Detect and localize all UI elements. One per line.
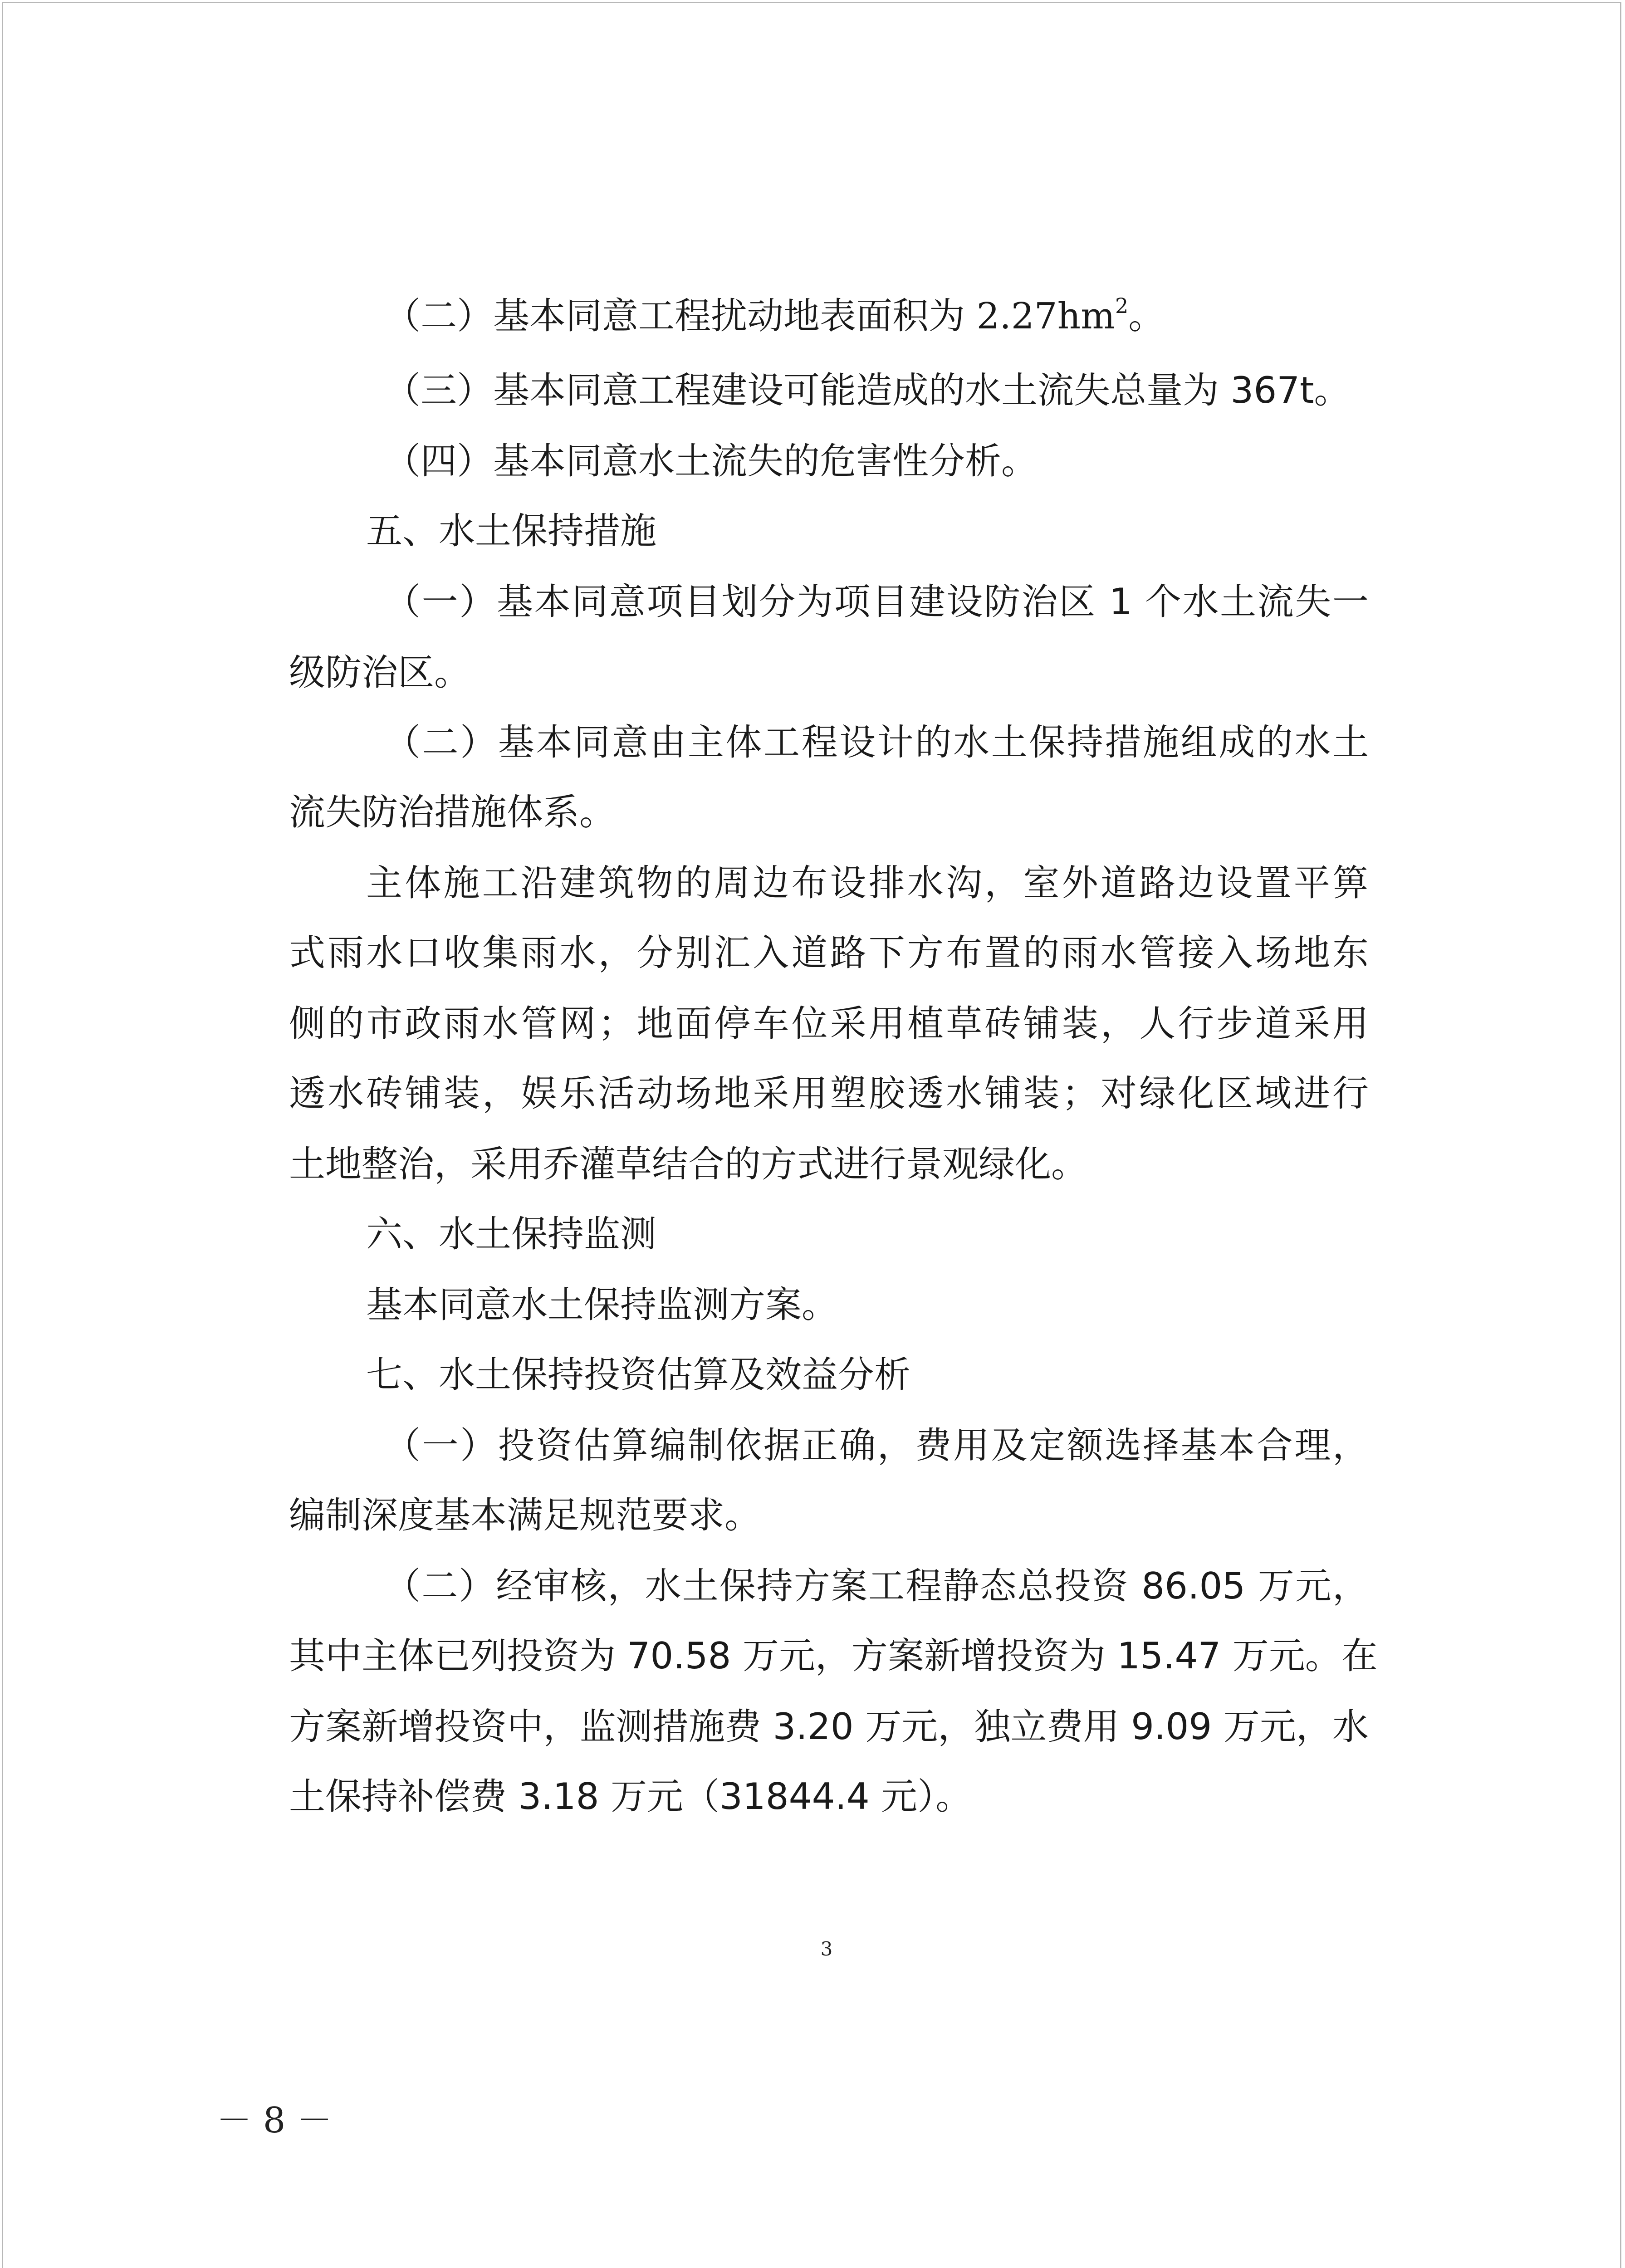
text-segment: 。 <box>1128 295 1165 337</box>
paragraph-estimate-basis: （一）投资估算编制依据正确，费用及定额选择基本合理， <box>384 1424 1369 1466</box>
paragraph-soil-loss-total: （三）基本同意工程建设可能造成的水土流失总量为 367t。 <box>384 369 1351 411</box>
paragraph-construction: 主体施工沿建筑物的周边布设排水沟，室外道路边设置平箅 <box>366 862 1369 904</box>
paragraph-total-investment: （二）经审核，水土保持方案工程静态总投资 86.05 万元， <box>384 1565 1369 1607</box>
outer-page-number: － 8 － <box>216 2100 333 2141</box>
section-heading-monitoring: 六、水土保持监测 <box>366 1213 656 1255</box>
paragraph-zone-division-cont: 级防治区。 <box>289 651 470 694</box>
paragraph-total-investment-cont-1: 其中主体已列投资为 70.58 万元，方案新增投资为 15.47 万元。在 <box>289 1635 1378 1677</box>
text-segment: （二）基本同意工程扰动地表面积为 <box>384 295 977 337</box>
paragraph-total-investment-cont-3: 土保持补偿费 3.18 万元（31844.4 元）。 <box>289 1775 972 1818</box>
superscript-unit: 2 <box>1115 293 1129 318</box>
page-frame <box>2 2 1621 2268</box>
paragraph-disturbed-area <box>384 293 1165 339</box>
paragraph-zone-division: （一）基本同意项目划分为项目建设防治区 1 个水土流失一 <box>384 581 1369 623</box>
paragraph-total-investment-cont-2: 方案新增投资中，监测措施费 3.20 万元，独立费用 9.09 万元，水 <box>289 1706 1369 1748</box>
paragraph-measure-system: （二）基本同意由主体工程设计的水土保持措施组成的水土 <box>384 721 1369 763</box>
paragraph-monitoring-plan: 基本同意水土保持监测方案。 <box>366 1284 838 1326</box>
paragraph-construction-cont-4: 土地整治，采用乔灌草结合的方式进行景观绿化。 <box>289 1143 1087 1185</box>
paragraph-construction-cont-3: 透水砖铺装，娱乐活动场地采用塑胶透水铺装；对绿化区域进行 <box>289 1072 1369 1114</box>
inner-page-number: 3 <box>820 1938 833 1960</box>
paragraph-construction-cont-2: 侧的市政雨水管网；地面停车位采用植草砖铺装，人行步道采用 <box>289 1002 1369 1045</box>
paragraph-estimate-basis-cont: 编制深度基本满足规范要求。 <box>289 1494 761 1536</box>
section-heading-investment: 七、水土保持投资估算及效益分析 <box>366 1354 910 1396</box>
paragraph-measure-system-cont: 流失防治措施体系。 <box>289 791 616 833</box>
section-heading-measures: 五、水土保持措施 <box>366 510 656 552</box>
paragraph-hazard-analysis: （四）基本同意水土流失的危害性分析。 <box>384 440 1038 482</box>
paragraph-construction-cont-1: 式雨水口收集雨水，分别汇入道路下方布置的雨水管接入场地东 <box>289 932 1369 974</box>
area-value: 2.27hm <box>976 295 1115 337</box>
